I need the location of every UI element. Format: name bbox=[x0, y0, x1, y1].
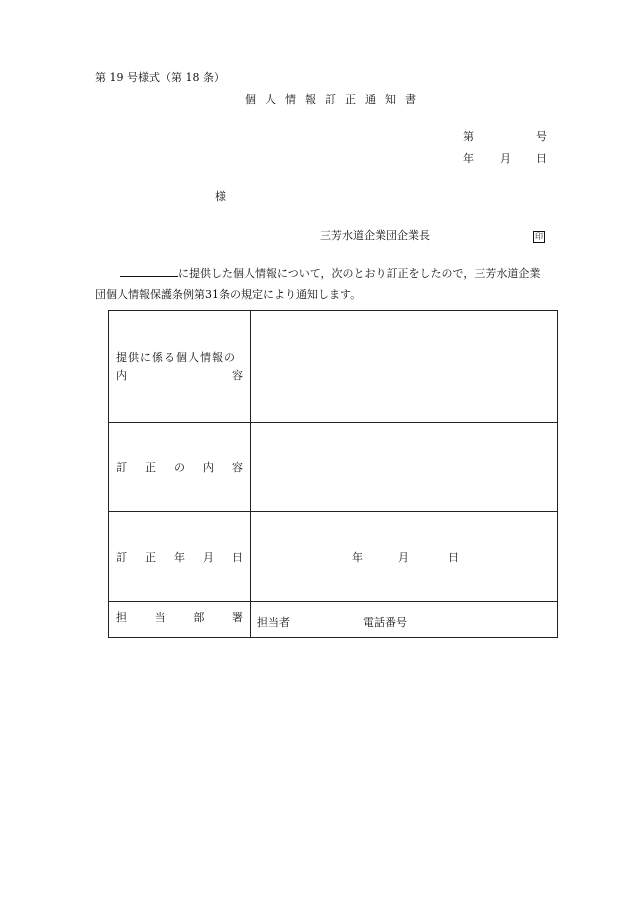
phone-number-label: 電話番号 bbox=[363, 616, 407, 629]
person-in-charge-label: 担当者 bbox=[257, 616, 290, 629]
label-department bbox=[109, 602, 251, 638]
body-line-1 bbox=[120, 266, 540, 279]
label-char: 容 bbox=[232, 461, 243, 474]
title-char: 報 bbox=[305, 93, 316, 106]
date-month: 月 bbox=[500, 152, 511, 165]
label-correction-date bbox=[109, 512, 251, 602]
label-char: 部 bbox=[193, 611, 205, 624]
label-char: 当 bbox=[154, 611, 166, 624]
title-char: 正 bbox=[345, 93, 356, 106]
label-correction-content bbox=[109, 423, 251, 512]
document-title bbox=[245, 94, 416, 105]
correction-date-day: 日 bbox=[448, 551, 459, 564]
label-char: 月 bbox=[203, 550, 214, 564]
correction-date-year: 年 bbox=[352, 551, 363, 564]
title-char: 個 bbox=[245, 93, 256, 106]
label-char: 正 bbox=[145, 461, 156, 474]
label-char: 署 bbox=[231, 611, 243, 624]
date-year: 年 bbox=[463, 152, 474, 165]
title-char: 書 bbox=[405, 93, 416, 106]
body-line-2: 団個人情報保護条例第31条の規定により通知します。 bbox=[95, 288, 362, 301]
label-char: 年 bbox=[174, 550, 185, 564]
label-char: 日 bbox=[232, 550, 243, 564]
correction-date-value[interactable] bbox=[251, 512, 558, 602]
correction-date-month: 月 bbox=[398, 551, 409, 564]
correction-table bbox=[108, 310, 558, 638]
title-char: 知 bbox=[385, 93, 396, 106]
table-row bbox=[109, 311, 558, 423]
label-char: 内 bbox=[203, 461, 214, 474]
title-char: 訂 bbox=[325, 93, 336, 106]
correction-content-value[interactable] bbox=[251, 423, 558, 512]
title-char: 人 bbox=[265, 93, 276, 106]
provided-info-value[interactable] bbox=[251, 311, 558, 423]
department-value[interactable] bbox=[251, 602, 558, 638]
label-char: の bbox=[174, 461, 185, 474]
label-line-2a: 内 bbox=[116, 368, 127, 382]
table-row bbox=[109, 423, 558, 512]
table-row bbox=[109, 602, 558, 638]
date-day: 日 bbox=[536, 152, 547, 165]
label-char: 訂 bbox=[116, 550, 127, 564]
label-char: 訂 bbox=[116, 461, 127, 474]
label-provided-info bbox=[109, 311, 251, 423]
label-char: 担 bbox=[116, 611, 127, 624]
label-line-2b: 容 bbox=[232, 368, 243, 382]
doc-no-dai: 第 bbox=[463, 130, 474, 143]
title-char: 通 bbox=[365, 93, 376, 106]
body-text-1: に提供した個人情報について，次のとおり訂正をしたので，三芳水道企業 bbox=[178, 267, 541, 280]
label-char: 正 bbox=[145, 550, 156, 564]
blank-line bbox=[120, 266, 178, 277]
label-line-1: 提供に係る個人情報の bbox=[116, 350, 236, 364]
recipient-suffix: 様 bbox=[215, 190, 226, 203]
issuer-name: 三芳水道企業団企業長 bbox=[320, 229, 430, 242]
doc-no-go: 号 bbox=[536, 130, 547, 143]
table-row bbox=[109, 512, 558, 602]
seal-mark: 印 bbox=[535, 232, 543, 241]
title-char: 情 bbox=[285, 93, 296, 106]
form-number: 第 19 号様式（第 18 条） bbox=[95, 71, 225, 84]
